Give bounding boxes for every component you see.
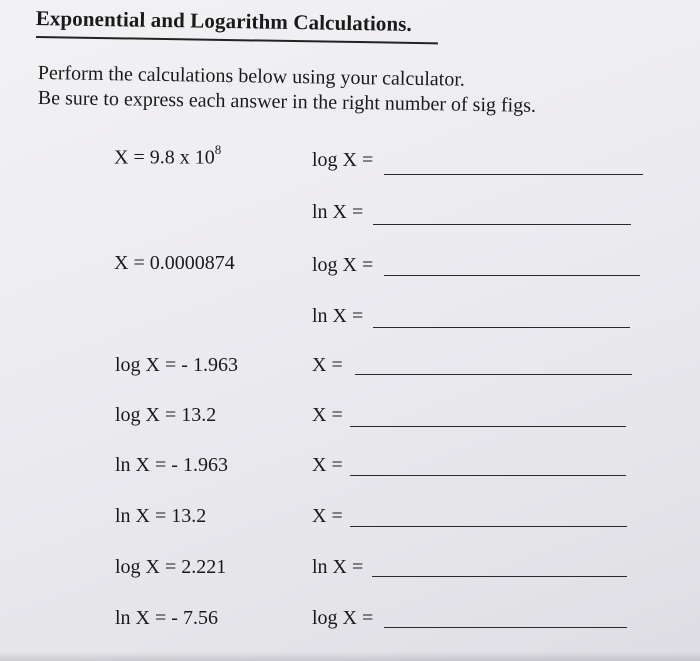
answer-blank-7[interactable]: [350, 475, 626, 476]
answer-label-4: ln X =: [312, 305, 364, 327]
answer-blank-5[interactable]: [355, 374, 632, 375]
answer-label-3: log X =: [312, 254, 374, 276]
title-underline: [36, 36, 438, 44]
answer-label-6: X =: [312, 404, 343, 426]
given-value-3: log X = - 1.963: [115, 354, 238, 376]
answer-blank-2[interactable]: [373, 224, 631, 225]
given-value-8: ln X = - 7.56: [115, 607, 218, 629]
answer-blank-3[interactable]: [384, 275, 640, 276]
given-value-1: X = 9.8 x $10^8$: [114, 142, 222, 169]
given-value-4: log X = 13.2: [115, 404, 217, 426]
given-value-5: ln X = - 1.963: [115, 454, 228, 476]
answer-blank-1[interactable]: [384, 174, 643, 175]
given-value-7: log X = 2.221: [115, 556, 227, 578]
answer-label-8: X =: [312, 505, 343, 527]
answer-blank-10[interactable]: [384, 627, 627, 628]
worksheet-title: Exponential and Logarithm Calculations.: [35, 6, 413, 36]
given-value-6: ln X = 13.2: [115, 505, 207, 527]
instruction-line-2: Be sure to express each answer in the right number of sig figs.: [37, 87, 537, 117]
answer-label-7: X =: [312, 454, 343, 476]
answer-label-1: log X =: [312, 149, 374, 171]
answer-blank-9[interactable]: [372, 576, 627, 577]
answer-label-2: ln X =: [312, 201, 364, 223]
answer-label-9: ln X =: [312, 556, 364, 578]
answer-label-5: X =: [312, 354, 343, 376]
answer-label-10: log X =: [312, 607, 374, 629]
answer-blank-8[interactable]: [350, 526, 627, 527]
instruction-line-1: Perform the calculations below using your calculator.: [37, 62, 466, 91]
answer-blank-6[interactable]: [350, 426, 626, 427]
page-bottom-shadow: [0, 652, 700, 661]
given-value-2: X = 0.0000874: [114, 252, 235, 274]
answer-blank-4[interactable]: [373, 327, 630, 328]
